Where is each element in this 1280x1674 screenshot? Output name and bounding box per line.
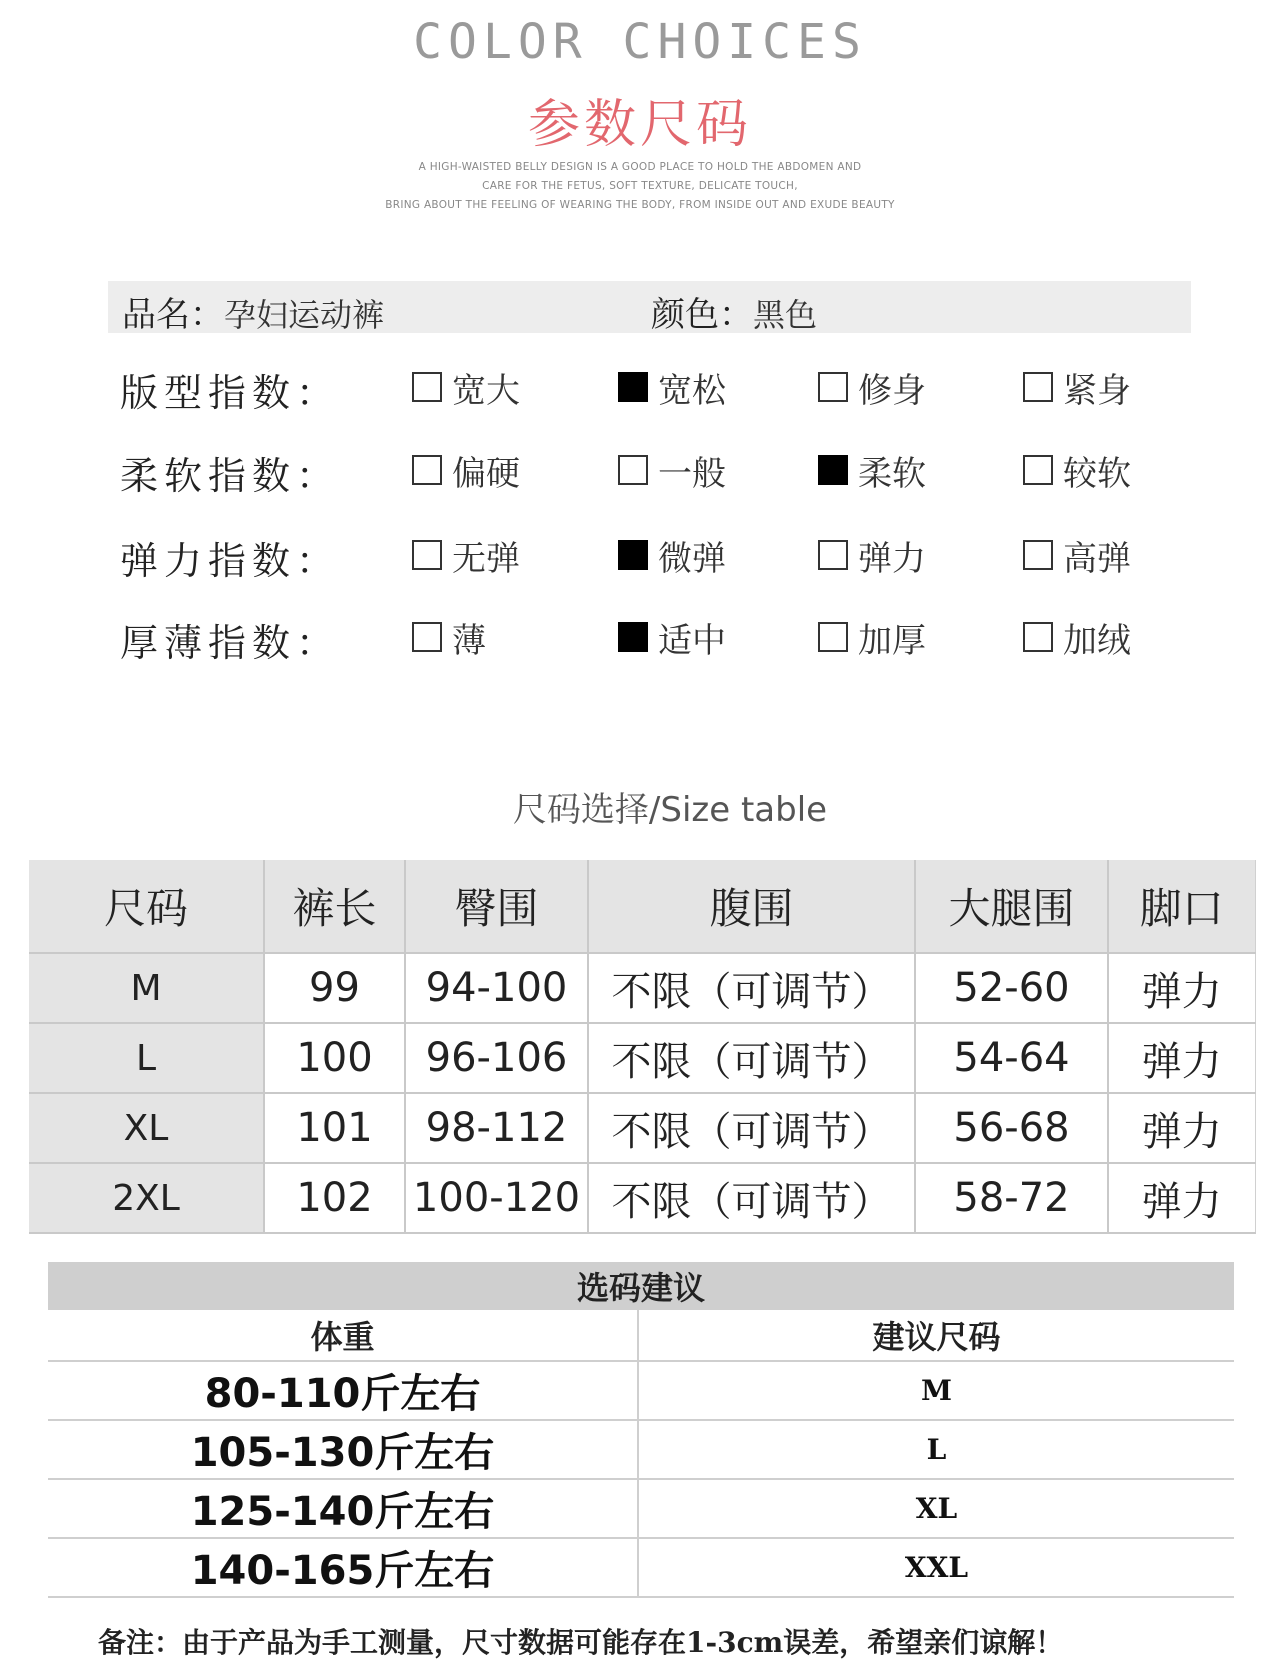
empty-box-icon (818, 622, 848, 652)
checked-box-icon (618, 372, 648, 402)
empty-box-icon (412, 622, 442, 652)
header-length: 裤长 (264, 860, 405, 953)
cell-hem: 弹力 (1108, 1023, 1255, 1093)
cell-thigh: 54-64 (915, 1023, 1108, 1093)
index-option (412, 617, 486, 661)
cell-recommended-size: M (638, 1361, 1234, 1420)
empty-box-icon (1023, 455, 1053, 485)
product-name (122, 287, 384, 336)
index-option-label: 弹力 (858, 538, 926, 579)
size-table-title: 尺码选择/Size table (512, 790, 828, 830)
blurb-line-2: CARE FOR THE FETUS, SOFT TEXTURE, DELICATE TOUCH, (482, 180, 798, 192)
checked-box-icon (618, 622, 648, 652)
index-option-label: 一般 (658, 453, 726, 494)
empty-box-icon (618, 455, 648, 485)
index-option-label: 高弹 (1063, 538, 1131, 579)
index-label: 柔软指数： (120, 454, 341, 498)
cell-weight: 80-110斤左右 (48, 1361, 638, 1420)
index-option-label: 薄 (452, 620, 486, 661)
checked-box-icon (818, 455, 848, 485)
cell-belly: 不限（可调节） (588, 1163, 915, 1233)
index-option-label: 宽松 (658, 370, 726, 411)
index-option (818, 450, 926, 494)
blurb-line-3: BRING ABOUT THE FEELING OF WEARING THE BODY, FROM INSIDE OUT AND EXUDE BEAUTY (385, 199, 895, 211)
index-option-label: 无弹 (452, 538, 520, 579)
header-belly: 腹围 (588, 860, 915, 953)
cell-hem: 弹力 (1108, 953, 1255, 1023)
cell-size: 2XL (29, 1163, 264, 1233)
index-option-label: 较软 (1063, 453, 1131, 494)
blurb-line-1: A HIGH-WAISTED BELLY DESIGN IS A GOOD PLACE TO HOLD THE ABDOMEN AND (418, 161, 862, 173)
cell-hip: 98-112 (405, 1093, 588, 1163)
cell-hip: 100-120 (405, 1163, 588, 1233)
header-hip: 臀围 (405, 860, 588, 953)
header-size: 尺码 (29, 860, 264, 953)
table-row (29, 1023, 1255, 1093)
index-option-label: 适中 (658, 620, 726, 661)
color-choices-heading: COLOR CHOICES (413, 14, 867, 70)
cell-thigh: 52-60 (915, 953, 1108, 1023)
recommendation-header-row (48, 1310, 1234, 1361)
size-recommendation-table (48, 1262, 1234, 1598)
cell-hip: 94-100 (405, 953, 588, 1023)
table-row (48, 1361, 1234, 1420)
size-table (29, 860, 1256, 1234)
index-option (618, 617, 726, 661)
cell-length: 100 (264, 1023, 405, 1093)
header-recommended-size: 建议尺码 (638, 1310, 1234, 1361)
empty-box-icon (1023, 372, 1053, 402)
index-option-label: 紧身 (1063, 370, 1131, 411)
cell-size: XL (29, 1093, 264, 1163)
table-row (48, 1479, 1234, 1538)
product-color (651, 287, 817, 336)
cell-length: 101 (264, 1093, 405, 1163)
cell-size: L (29, 1023, 264, 1093)
empty-box-icon (1023, 540, 1053, 570)
index-option (618, 367, 726, 411)
cell-recommended-size: XL (638, 1479, 1234, 1538)
recommendation-title: 选码建议 (48, 1262, 1234, 1310)
index-option (1023, 367, 1131, 411)
index-option (412, 450, 520, 494)
empty-box-icon (818, 372, 848, 402)
index-option (818, 535, 926, 579)
checked-box-icon (618, 540, 648, 570)
product-color-label: 颜色： (651, 295, 753, 335)
cell-hem: 弹力 (1108, 1093, 1255, 1163)
table-row (48, 1420, 1234, 1479)
cell-recommended-size: L (638, 1420, 1234, 1479)
index-option (1023, 450, 1131, 494)
index-label: 弹力指数： (120, 539, 341, 583)
index-option (818, 617, 926, 661)
index-option (818, 367, 926, 411)
index-option (618, 535, 726, 579)
cell-thigh: 58-72 (915, 1163, 1108, 1233)
table-row (29, 1093, 1255, 1163)
product-info-bar (108, 281, 1191, 333)
index-option (1023, 535, 1131, 579)
empty-box-icon (1023, 622, 1053, 652)
cell-belly: 不限（可调节） (588, 1023, 915, 1093)
cell-length: 99 (264, 953, 405, 1023)
header-weight: 体重 (48, 1310, 638, 1361)
index-option-label: 偏硬 (452, 453, 520, 494)
index-option-label: 修身 (858, 370, 926, 411)
index-option-label: 柔软 (858, 453, 926, 494)
cell-length: 102 (264, 1163, 405, 1233)
header-hem: 脚口 (1108, 860, 1255, 953)
header-thigh: 大腿围 (915, 860, 1108, 953)
cell-thigh: 56-68 (915, 1093, 1108, 1163)
index-option-label: 宽大 (452, 370, 520, 411)
page-title: 参数尺码 (527, 95, 752, 155)
index-option-label: 加厚 (858, 620, 926, 661)
index-option (618, 450, 726, 494)
cell-weight: 140-165斤左右 (48, 1538, 638, 1597)
index-option (1023, 617, 1131, 661)
product-color-value: 黑色 (753, 296, 818, 334)
index-option-label: 微弹 (658, 538, 726, 579)
disclaimer-note: 备注：由于产品为手工测量，尺寸数据可能存在1-3cm误差，希望亲们谅解！ (98, 1626, 1064, 1659)
table-row (29, 953, 1255, 1023)
cell-hem: 弹力 (1108, 1163, 1255, 1233)
table-row (48, 1538, 1234, 1597)
index-option (412, 367, 520, 411)
table-row (29, 1163, 1255, 1233)
cell-belly: 不限（可调节） (588, 1093, 915, 1163)
empty-box-icon (412, 540, 442, 570)
empty-box-icon (412, 455, 442, 485)
cell-belly: 不限（可调节） (588, 953, 915, 1023)
size-table-header-row (29, 860, 1255, 953)
cell-size: M (29, 953, 264, 1023)
empty-box-icon (412, 372, 442, 402)
product-name-label: 品名： (122, 295, 224, 335)
cell-recommended-size: XXL (638, 1538, 1234, 1597)
cell-hip: 96-106 (405, 1023, 588, 1093)
cell-weight: 125-140斤左右 (48, 1479, 638, 1538)
index-option (412, 535, 520, 579)
product-name-value: 孕妇运动裤 (224, 296, 385, 334)
index-label: 版型指数： (120, 371, 341, 415)
index-option-label: 加绒 (1063, 620, 1131, 661)
index-label: 厚薄指数： (120, 621, 341, 665)
cell-weight: 105-130斤左右 (48, 1420, 638, 1479)
empty-box-icon (818, 540, 848, 570)
